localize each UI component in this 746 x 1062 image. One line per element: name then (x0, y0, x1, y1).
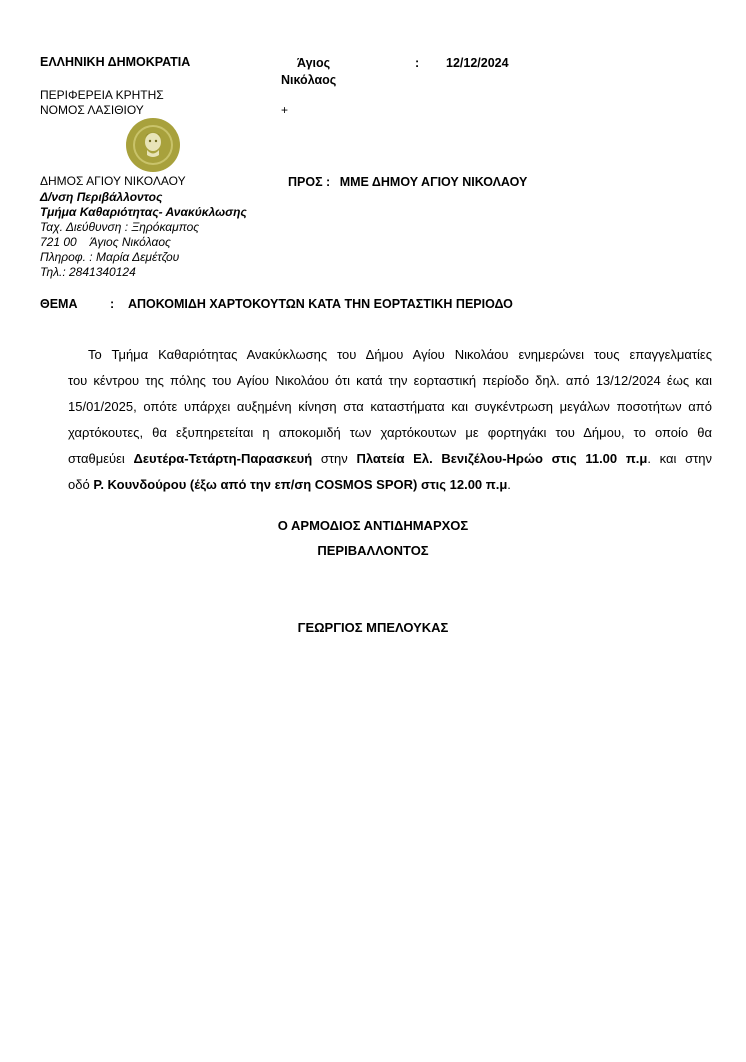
sender-municipality: ΔΗΜΟΣ ΑΓΙΟΥ ΝΙΚΟΛΑΟΥ (40, 174, 186, 188)
subject-value: ΑΠΟΚΟΜΙΔΗ ΧΑΡΤΟΚΟΥΤΩΝ ΚΑΤΑ ΤΗΝ ΕΟΡΤΑΣΤΙΚΗ ΠΕΡΙΟΔΟ (128, 297, 513, 311)
body-line: του κέντρου της πόλης του Αγίου Νικολάου ότι κατά την εορταστική περίοδο δηλ. από 13/12/2024 έως και (68, 373, 712, 388)
place-line1: Άγιος (297, 56, 331, 70)
schedule-days: Δευτέρα-Τετάρτη-Παρασκευή (133, 451, 313, 466)
date-colon: : (415, 56, 420, 70)
sender-directorate: Δ/νση Περιβάλλοντος (40, 190, 163, 204)
document-date: 12/12/2024 (446, 56, 509, 70)
body-paragraph (68, 342, 712, 498)
signature-title-1: Ο ΑΡΜΟΔΙΟΣ ΑΝΤΙΔΗΜΑΡΧΟΣ (277, 518, 469, 533)
recipient-value: ΜΜΕ ΔΗΜΟΥ ΑΓΙΟΥ ΝΙΚΟΛΑΟΥ (339, 175, 528, 189)
body-line: Το Τμήμα Καθαριότητας Ανακύκλωσης του Δήμου Αγίου Νικολάου ενημερώνει τους επαγγελματίες (88, 347, 712, 362)
recipient-label: ΠΡΟΣ : (288, 175, 331, 189)
subject-colon: : (110, 297, 115, 311)
sender-address: Ταχ. Διεύθυνση : Ξηρόκαμπος (40, 220, 200, 234)
body-text: . (507, 477, 511, 492)
prefecture-name: ΝΟΜΟΣ ΛΑΣΙΘΙΟΥ (40, 103, 144, 117)
region-name: ΠΕΡΙΦΕΡΕΙΑ ΚΡΗΤΗΣ (40, 88, 164, 102)
body-line (68, 472, 712, 498)
sender-department: Τμήμα Καθαριότητας- Ανακύκλωσης (40, 205, 247, 219)
sender-contact: Πληροφ. : Μαρία Δεμέτζου (40, 250, 180, 264)
signature-title-2: ΠΕΡΙΒΑΛΛΟΝΤΟΣ (317, 543, 429, 558)
body-line: χαρτόκουτες, θα εξυπηρετείται η αποκομιδή των χαρτόκουτων με φορτηγάκι του Δήμου, το οποίο θα (68, 425, 712, 440)
body-text: . και στην (647, 451, 712, 466)
sender-postal: 721 00 Άγιος Νικόλαος (40, 235, 171, 249)
sender-phone: Τηλ.: 2841340124 (40, 265, 136, 279)
country-name: ΕΛΛΗΝΙΚΗ ΔΗΜΟΚΡΑΤΙΑ (40, 55, 191, 69)
body-text: στην (312, 451, 357, 466)
subject-label: ΘΕΜΑ (40, 297, 78, 311)
location-2: Ρ. Κουνδούρου (έξω από την επ/ση COSMOS SPOR) στις 12.00 π.μ (93, 477, 508, 492)
body-line: 15/01/2025, οπότε υπάρχει αυξημένη κίνηση στα καταστήματα και συγκέντρωση μεγάλων ποσοτήτων από (68, 399, 712, 414)
municipality-seal (125, 117, 181, 173)
place-line2: Νικόλαος (281, 73, 337, 87)
location-1: Πλατεία Ελ. Βενιζέλου-Ηρώο στις 11.00 π.μ (356, 451, 648, 466)
body-text: σταθμεύει (68, 451, 134, 466)
plus-mark: + (281, 103, 289, 117)
body-text: οδό (68, 477, 94, 492)
body-line (68, 446, 712, 472)
recipient-line (288, 175, 527, 189)
signatory-name: ΓΕΩΡΓΙΟΣ ΜΠΕΛΟΥΚΑΣ (297, 620, 449, 635)
